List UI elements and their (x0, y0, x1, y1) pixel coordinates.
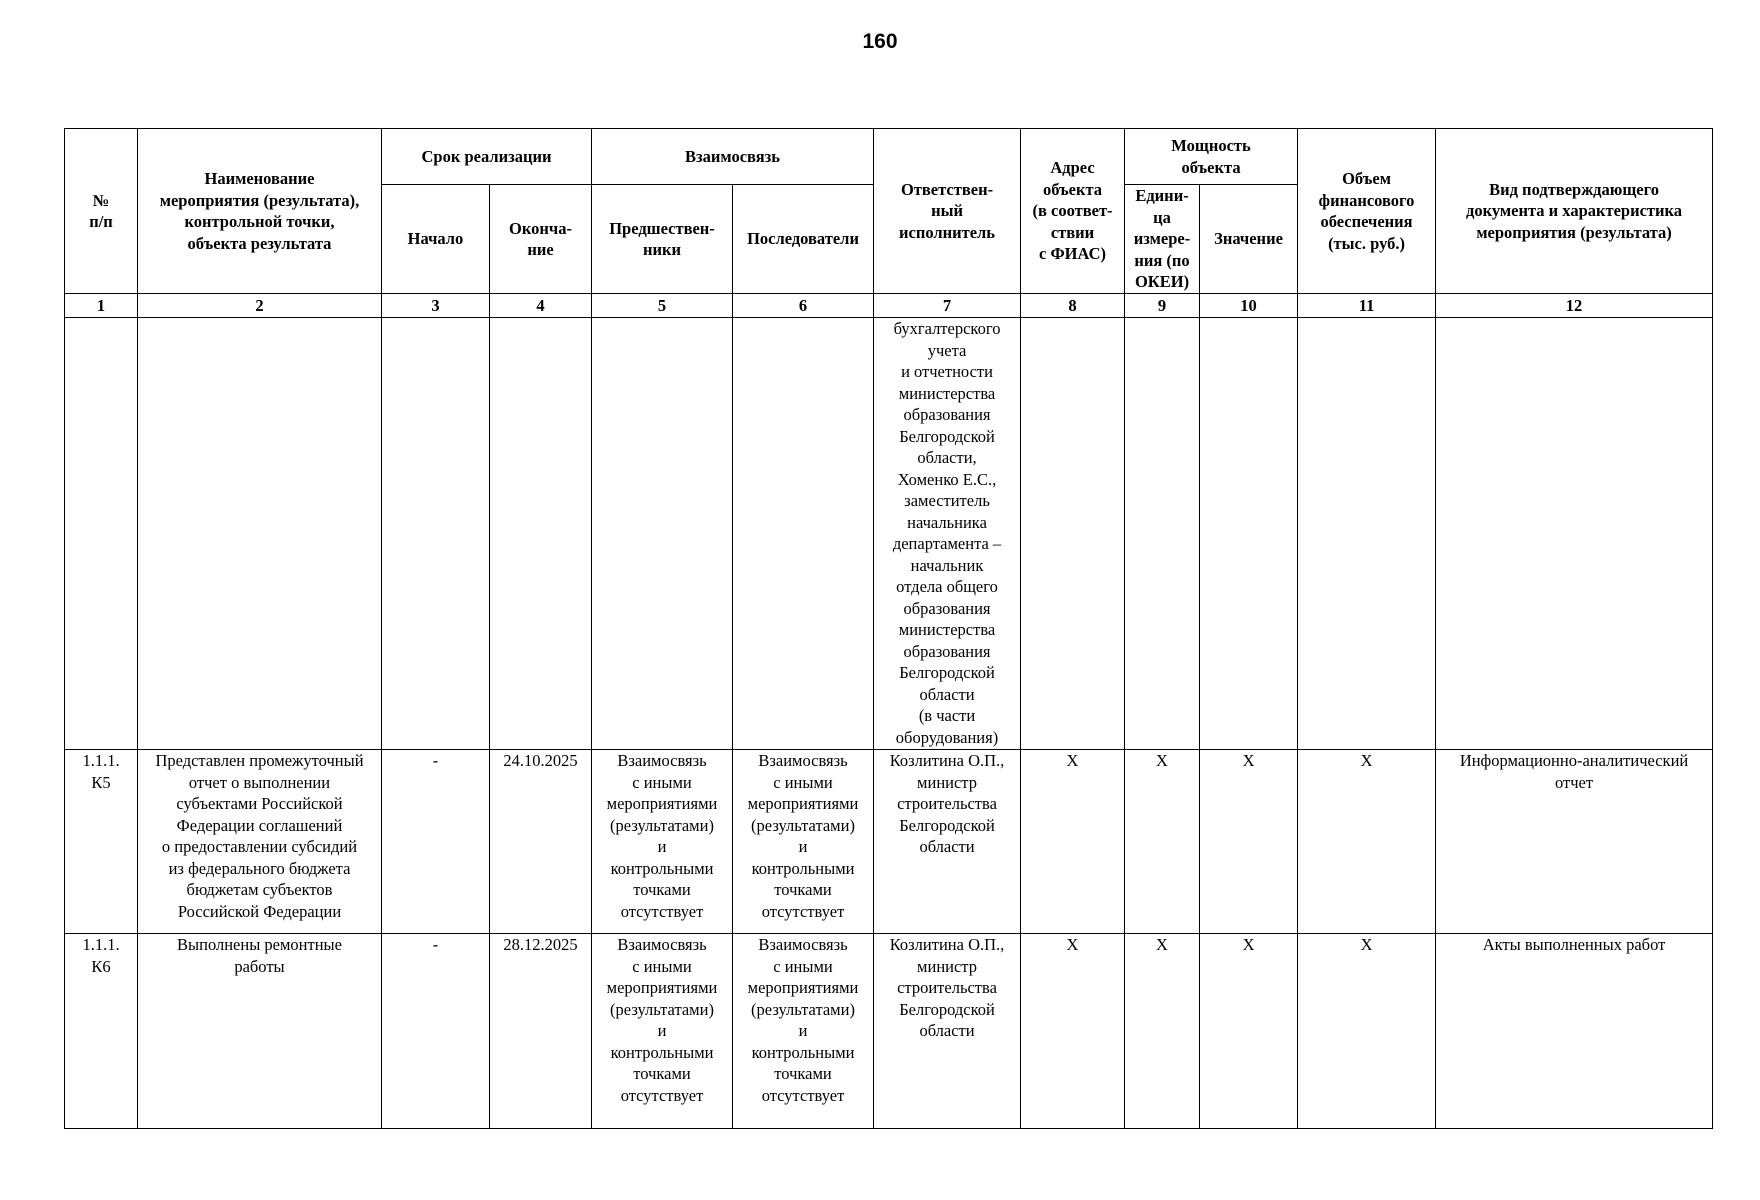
row-start: - (382, 750, 490, 934)
row-responsible: Козлитина О.П., министр строительства Белгородской области (874, 934, 1021, 1129)
column-number: 11 (1298, 294, 1436, 318)
header-unit: Едини- ца измере- ния (по ОКЕИ) (1125, 185, 1200, 294)
column-number: 1 (65, 294, 138, 318)
header-successors: Последователи (733, 185, 874, 294)
row-financing: X (1298, 934, 1436, 1129)
row-financing: X (1298, 750, 1436, 934)
header-row-top (65, 129, 1713, 185)
header-document: Вид подтверждающего документа и характеристика мероприятия (результата) (1436, 129, 1713, 294)
header-address: Адрес объекта (в соответ- ствии с ФИАС) (1021, 129, 1125, 294)
header-start: Начало (382, 185, 490, 294)
row-successors: Взаимосвязь с иными мероприятиями (результатами) и контрольными точками отсутствует (733, 934, 874, 1129)
row-name: Представлен промежуточный отчет о выполнении субъектами Российской Федерации соглашений о предоставлении субсидий из федерального бюджета бюджетам субъектов Российской Федерации (138, 750, 382, 934)
column-number: 7 (874, 294, 1021, 318)
table-row-continuation (65, 318, 1713, 750)
row-end: 24.10.2025 (490, 750, 592, 934)
row-predecessors: Взаимосвязь с иными мероприятиями (результатами) и контрольными точками отсутствует (592, 750, 733, 934)
row-name: Выполнены ремонтные работы (138, 934, 382, 1129)
column-number: 4 (490, 294, 592, 318)
column-numbers-row (65, 294, 1713, 318)
column-number: 2 (138, 294, 382, 318)
header-relation: Взаимосвязь (592, 129, 874, 185)
column-number: 6 (733, 294, 874, 318)
column-number: 5 (592, 294, 733, 318)
column-number: 8 (1021, 294, 1125, 318)
measures-table (64, 128, 1713, 1129)
table-row (65, 934, 1713, 1129)
header-responsible: Ответствен- ный исполнитель (874, 129, 1021, 294)
header-name: Наименование мероприятия (результата), контрольной точки, объекта результата (138, 129, 382, 294)
header-predecessors: Предшествен- ники (592, 185, 733, 294)
row-unit: X (1125, 934, 1200, 1129)
row-predecessors: Взаимосвязь с иными мероприятиями (результатами) и контрольными точками отсутствует (592, 934, 733, 1129)
row-number: 1.1.1. К5 (65, 750, 138, 934)
row-document: Информационно-аналитический отчет (1436, 750, 1713, 934)
row-value: X (1200, 750, 1298, 934)
responsible-continuation: бухгалтерского учета и отчетности министерства образования Белгородской области, Хоменко Е.С., заместитель начальника департамента – начальник отдела общего образования министерства образования Белгородской области (в части оборудования) (874, 318, 1021, 750)
row-end: 28.12.2025 (490, 934, 592, 1129)
row-document: Акты выполненных работ (1436, 934, 1713, 1129)
column-number: 10 (1200, 294, 1298, 318)
row-successors: Взаимосвязь с иными мероприятиями (результатами) и контрольными точками отсутствует (733, 750, 874, 934)
row-responsible: Козлитина О.П., министр строительства Белгородской области (874, 750, 1021, 934)
header-number: № п/п (65, 129, 138, 294)
page-number: 160 (862, 30, 898, 53)
header-end: Оконча- ние (490, 185, 592, 294)
row-value: X (1200, 934, 1298, 1129)
header-value: Значение (1200, 185, 1298, 294)
column-number: 12 (1436, 294, 1713, 318)
column-number: 9 (1125, 294, 1200, 318)
row-unit: X (1125, 750, 1200, 934)
column-number: 3 (382, 294, 490, 318)
table-row (65, 750, 1713, 934)
header-capacity: Мощность объекта (1125, 129, 1298, 185)
row-address: X (1021, 934, 1125, 1129)
header-financing: Объем финансового обеспечения (тыс. руб.) (1298, 129, 1436, 294)
row-start: - (382, 934, 490, 1129)
row-address: X (1021, 750, 1125, 934)
row-number: 1.1.1. К6 (65, 934, 138, 1129)
header-period: Срок реализации (382, 129, 592, 185)
